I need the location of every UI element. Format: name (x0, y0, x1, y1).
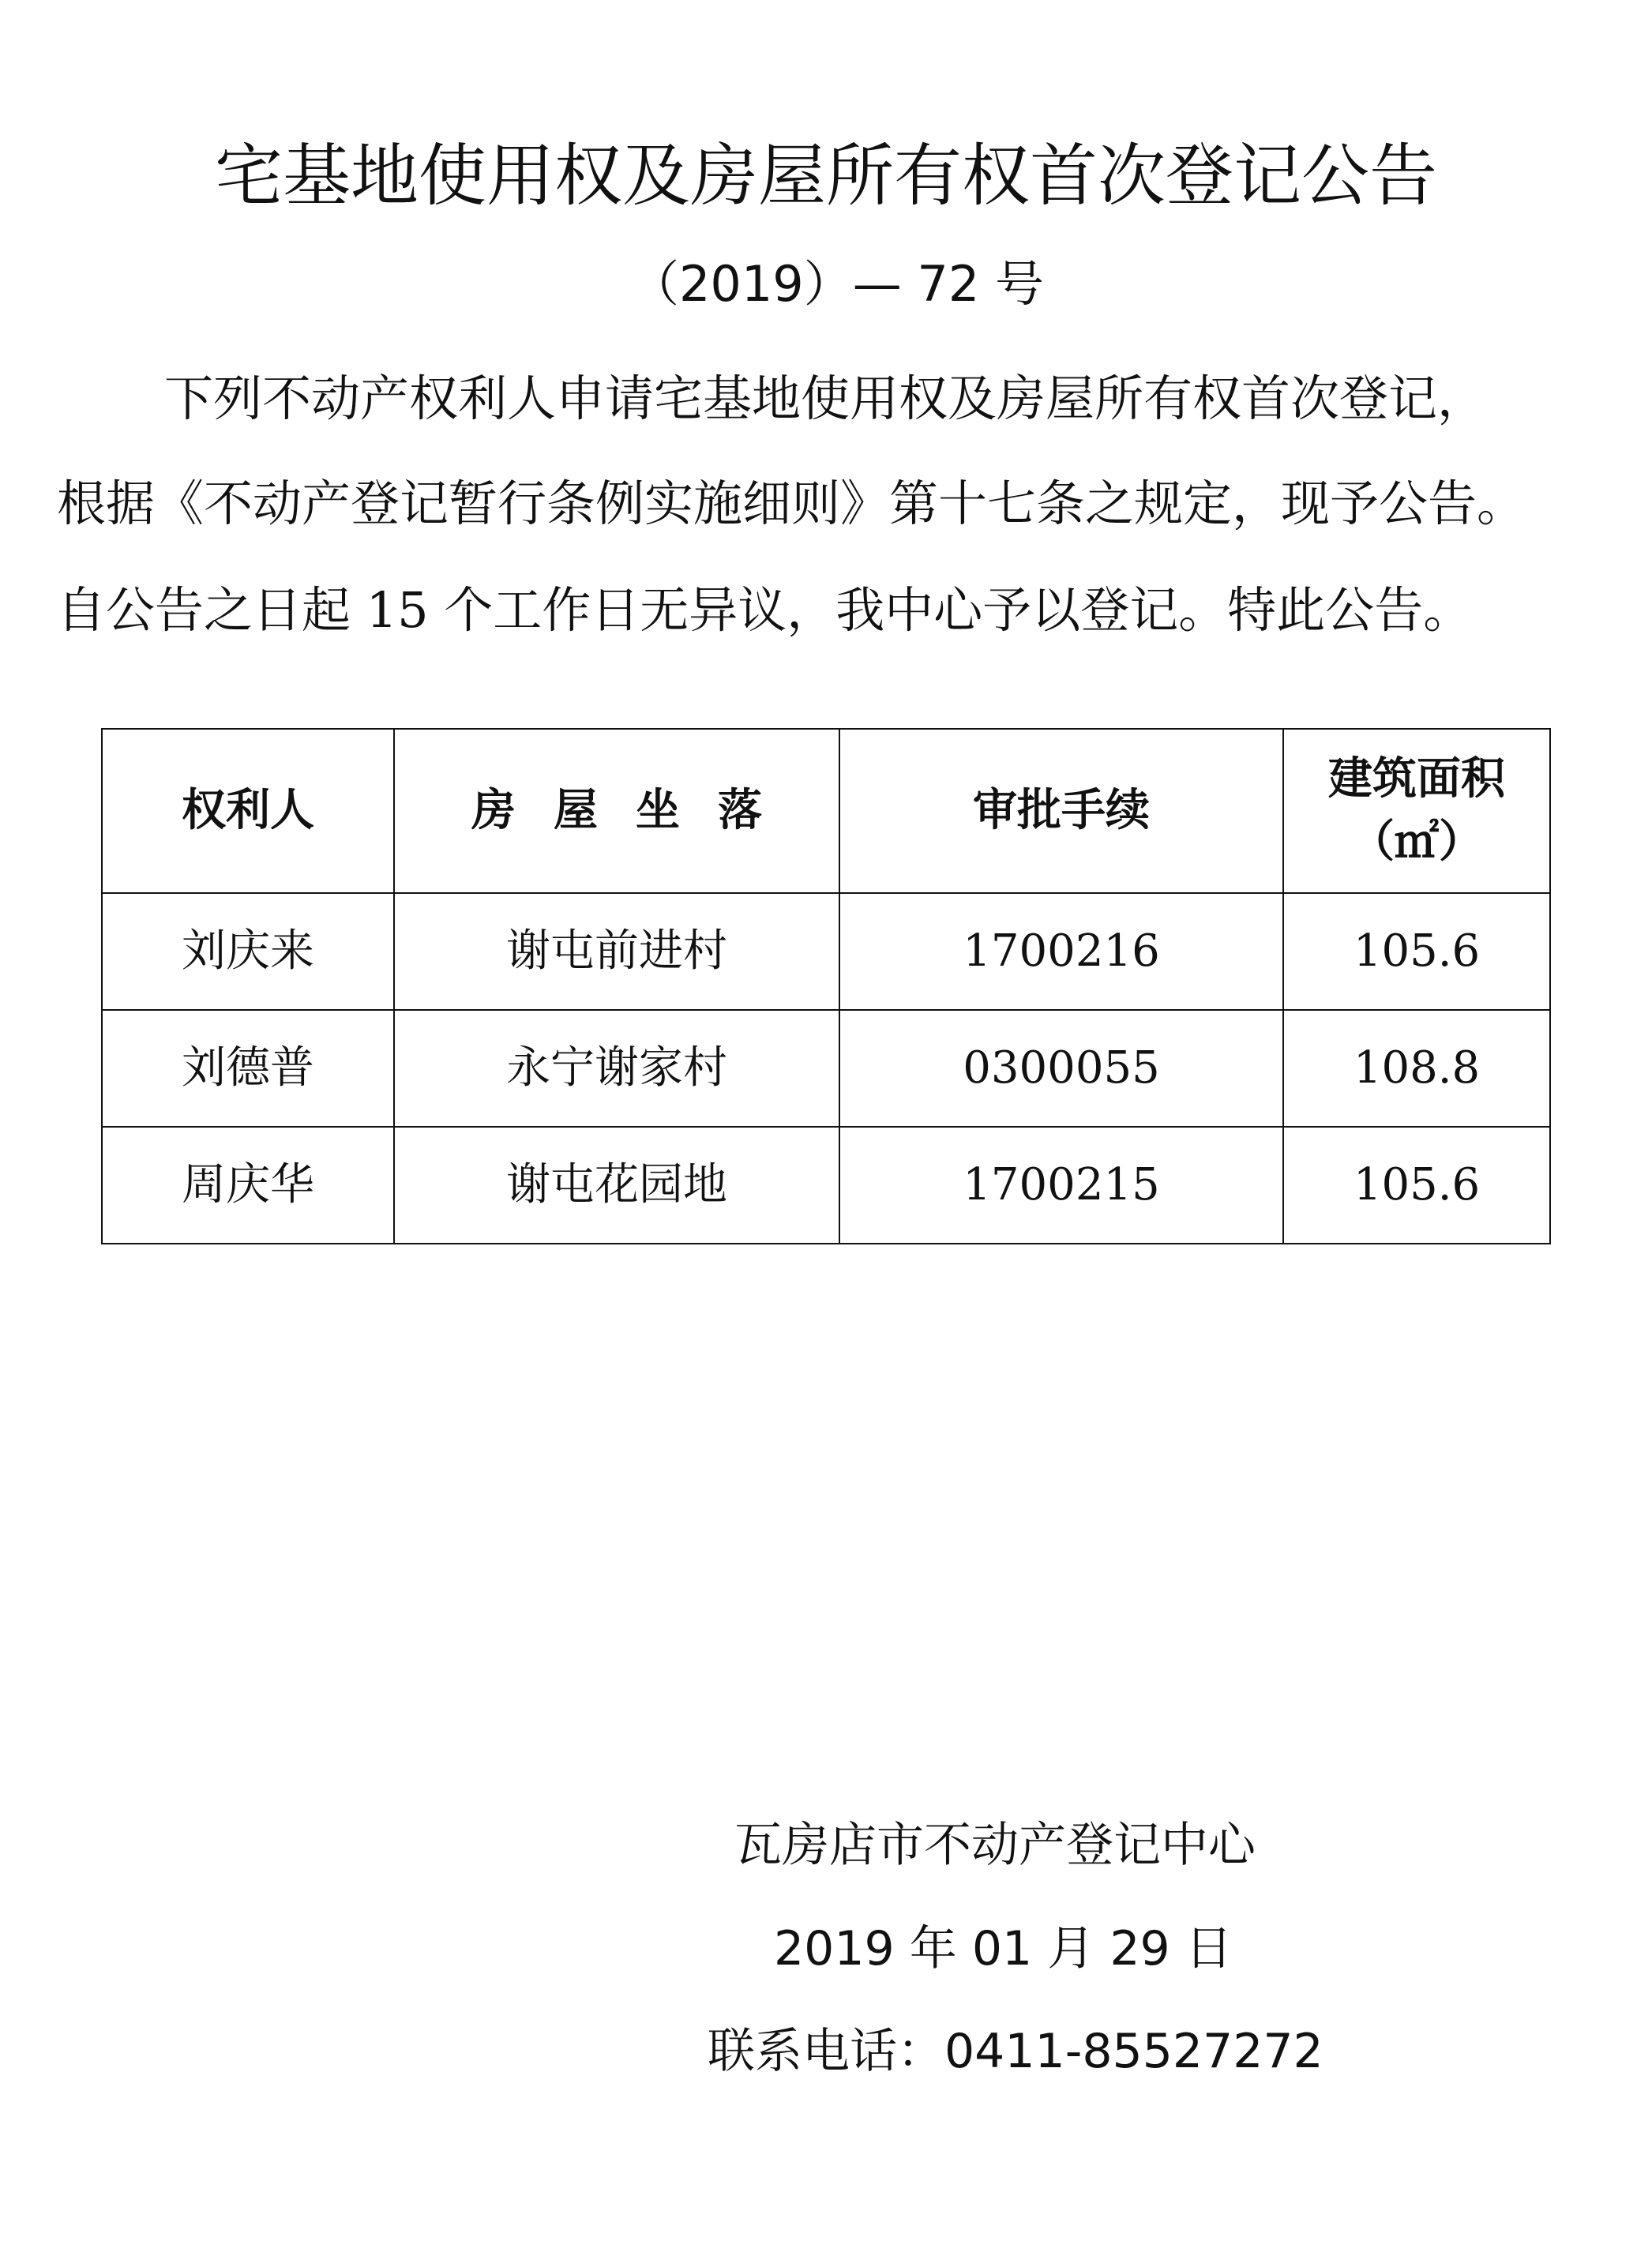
header-building-area (1283, 729, 1550, 893)
contact-phone: 联系电话：0411-85527272 (708, 2024, 1323, 2079)
header-approval-number: 审批手续 (839, 729, 1283, 893)
cell-approval-number: 0300055 (839, 1010, 1283, 1127)
cell-property-location: 谢屯前进村 (394, 893, 839, 1010)
table-row (102, 1010, 1550, 1127)
cell-rights-holder: 刘德普 (102, 1010, 394, 1127)
cell-approval-number: 1700215 (839, 1127, 1283, 1244)
cell-property-location: 谢屯花园地 (394, 1127, 839, 1244)
table-header-row (102, 729, 1550, 893)
issue-date: 2019 年 01 月 29 日 (774, 1921, 1233, 1976)
cell-building-area: 105.6 (1283, 893, 1550, 1010)
document-number: （2019）— 72 号 (629, 255, 1045, 313)
table-row (102, 1127, 1550, 1244)
body-paragraph-line-1: 下列不动产权利人申请宅基地使用权及房屋所有权首次登记， (164, 370, 1487, 427)
registration-table (101, 728, 1551, 1244)
cell-rights-holder: 周庆华 (102, 1127, 394, 1244)
cell-property-location: 永宁谢家村 (394, 1010, 839, 1127)
header-building-area-label: 建筑面积 (1328, 753, 1505, 805)
body-paragraph-line-2: 根据《不动产登记暂行条例实施细则》第十七条之规定，现予公告。 (57, 475, 1526, 532)
cell-building-area: 108.8 (1283, 1010, 1550, 1127)
body-paragraph-line-3: 自公告之日起 15 个工作日无异议，我中心予以登记。特此公告。 (57, 581, 1473, 639)
issuing-organization: 瓦房店市不动产登记中心 (734, 1818, 1256, 1873)
cell-rights-holder: 刘庆来 (102, 893, 394, 1010)
cell-building-area: 105.6 (1283, 1127, 1550, 1244)
cell-approval-number: 1700216 (839, 893, 1283, 1010)
header-rights-holder: 权利人 (102, 729, 394, 893)
header-area-unit: （㎡） (1350, 816, 1483, 868)
table-row (102, 893, 1550, 1010)
header-property-location: 房屋坐落 (394, 729, 839, 893)
document-title: 宅基地使用权及房屋所有权首次登记公告 (215, 137, 1437, 216)
